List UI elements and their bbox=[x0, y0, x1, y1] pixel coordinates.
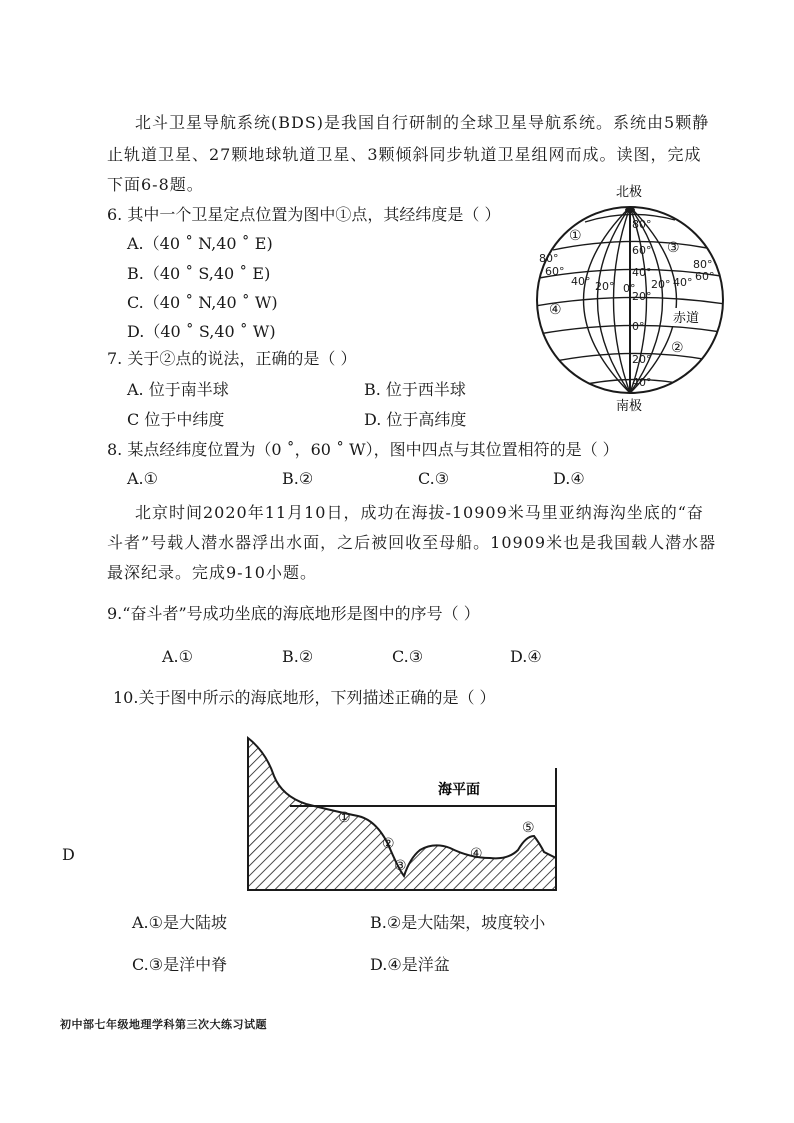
q6-option-d: D.（40 ˚ S,40 ˚ W) bbox=[127, 322, 276, 341]
north-pole-label: 北极 bbox=[615, 185, 643, 200]
seafloor-point-3: ③ bbox=[394, 858, 407, 874]
q9-option-c: C.③ bbox=[392, 647, 424, 666]
seafloor-point-1: ① bbox=[338, 810, 351, 826]
lon-label: 20° bbox=[651, 278, 671, 291]
q6-option-b: B.（40 ˚ S,40 ˚ E) bbox=[127, 264, 271, 283]
margin-mark: D bbox=[62, 845, 75, 864]
q10-option-a: A.①是大陆坡 bbox=[132, 913, 227, 932]
meridian-line bbox=[614, 207, 631, 393]
lon-label: 60° bbox=[695, 270, 715, 283]
lon-label: 60° bbox=[545, 265, 565, 278]
passage2-line3: 最深纪录。完成9-10小题。 bbox=[107, 563, 317, 582]
lon-label: 0° bbox=[623, 282, 636, 295]
q8-stem: 8. 某点经纬度位置为（0 ˚，60 ˚ W），图中四点与其位置相符的是（ ） bbox=[107, 440, 619, 459]
passage2-line2: 斗者”号载人潜水器浮出水面，之后被回收至母船。10909米也是我国载人潜水器 bbox=[107, 533, 717, 552]
seafloor-point-2: ② bbox=[382, 836, 395, 852]
lon-label: 20° bbox=[595, 280, 615, 293]
q8-option-c: C.③ bbox=[418, 469, 450, 488]
q10-option-c: C.③是洋中脊 bbox=[132, 955, 228, 974]
globe-diagram bbox=[525, 180, 730, 415]
globe-point-3: ③ bbox=[667, 240, 680, 256]
lat-label: 40° bbox=[632, 376, 652, 389]
q8-option-a: A.① bbox=[127, 469, 158, 488]
q9-stem: 9.“奋斗者”号成功坐底的海底地形是图中的序号（ ） bbox=[107, 604, 480, 623]
seafloor-point-5: ⑤ bbox=[522, 820, 535, 836]
q7-option-d: D. 位于高纬度 bbox=[364, 410, 467, 429]
lat-label: 0° bbox=[632, 320, 645, 333]
q7-option-a: A. 位于南半球 bbox=[127, 380, 229, 399]
q8-option-b: B.② bbox=[282, 469, 314, 488]
passage1-line3: 下面6-8题。 bbox=[107, 175, 204, 194]
q10-option-d: D.④是洋盆 bbox=[370, 955, 450, 974]
q7-stem: 7. 关于②点的说法，正确的是（ ） bbox=[107, 349, 357, 368]
lat-label: 60° bbox=[632, 244, 652, 257]
globe-point-4: ④ bbox=[549, 302, 562, 318]
q7-option-c: C 位于中纬度 bbox=[127, 410, 225, 429]
south-pole-label: 南极 bbox=[615, 399, 643, 414]
q6-stem: 6. 其中一个卫星定点位置为图中①点，其经纬度是（ ） bbox=[107, 205, 501, 224]
q10-option-b: B.②是大陆架，坡度较小 bbox=[370, 913, 546, 932]
q9-option-a: A.① bbox=[162, 647, 193, 666]
q10-stem: 10.关于图中所示的海底地形，下列描述正确的是（ ） bbox=[113, 688, 496, 707]
sea-level-label: 海平面 bbox=[438, 782, 480, 798]
lon-label: 40° bbox=[673, 276, 693, 289]
q9-option-b: B.② bbox=[282, 647, 314, 666]
north-pole-marker bbox=[625, 207, 635, 213]
lat-label: 80° bbox=[632, 218, 652, 231]
globe-point-2: ② bbox=[671, 340, 684, 356]
globe-point-1: ① bbox=[569, 228, 582, 244]
passage2-line1: 北京时间2020年11月10日，成功在海拔-10909米马里亚纳海沟坐底的“奋 bbox=[135, 503, 704, 522]
seafloor-point-4: ④ bbox=[470, 846, 483, 862]
passage1-line2: 止轨道卫星、27颗地球轨道卫星、3颗倾斜同步轨道卫星组网而成。读图，完成 bbox=[107, 145, 702, 164]
q7-option-b: B. 位于西半球 bbox=[364, 380, 466, 399]
seafloor-profile-diagram bbox=[238, 728, 570, 898]
meridian-line bbox=[584, 207, 631, 393]
lon-label: 80° bbox=[693, 258, 713, 271]
q9-option-d: D.④ bbox=[510, 647, 542, 666]
q6-option-a: A.（40 ˚ N,40 ˚ E) bbox=[127, 234, 273, 253]
lat-label: 20° bbox=[632, 290, 652, 303]
q6-option-c: C.（40 ˚ N,40 ˚ W) bbox=[127, 293, 278, 312]
q8-option-d: D.④ bbox=[553, 469, 585, 488]
lon-label: 80° bbox=[539, 252, 559, 265]
passage1-line1: 北斗卫星导航系统(BDS)是我国自行研制的全球卫星导航系统。系统由5颗静 bbox=[135, 113, 710, 132]
lat-label: 40° bbox=[632, 266, 652, 279]
lat-label: 20° bbox=[632, 353, 652, 366]
lon-label: 40° bbox=[571, 275, 591, 288]
equator-label: 赤道 bbox=[673, 311, 700, 326]
footer: 初中部七年级地理学科第三次大练习试题 bbox=[60, 1018, 267, 1031]
